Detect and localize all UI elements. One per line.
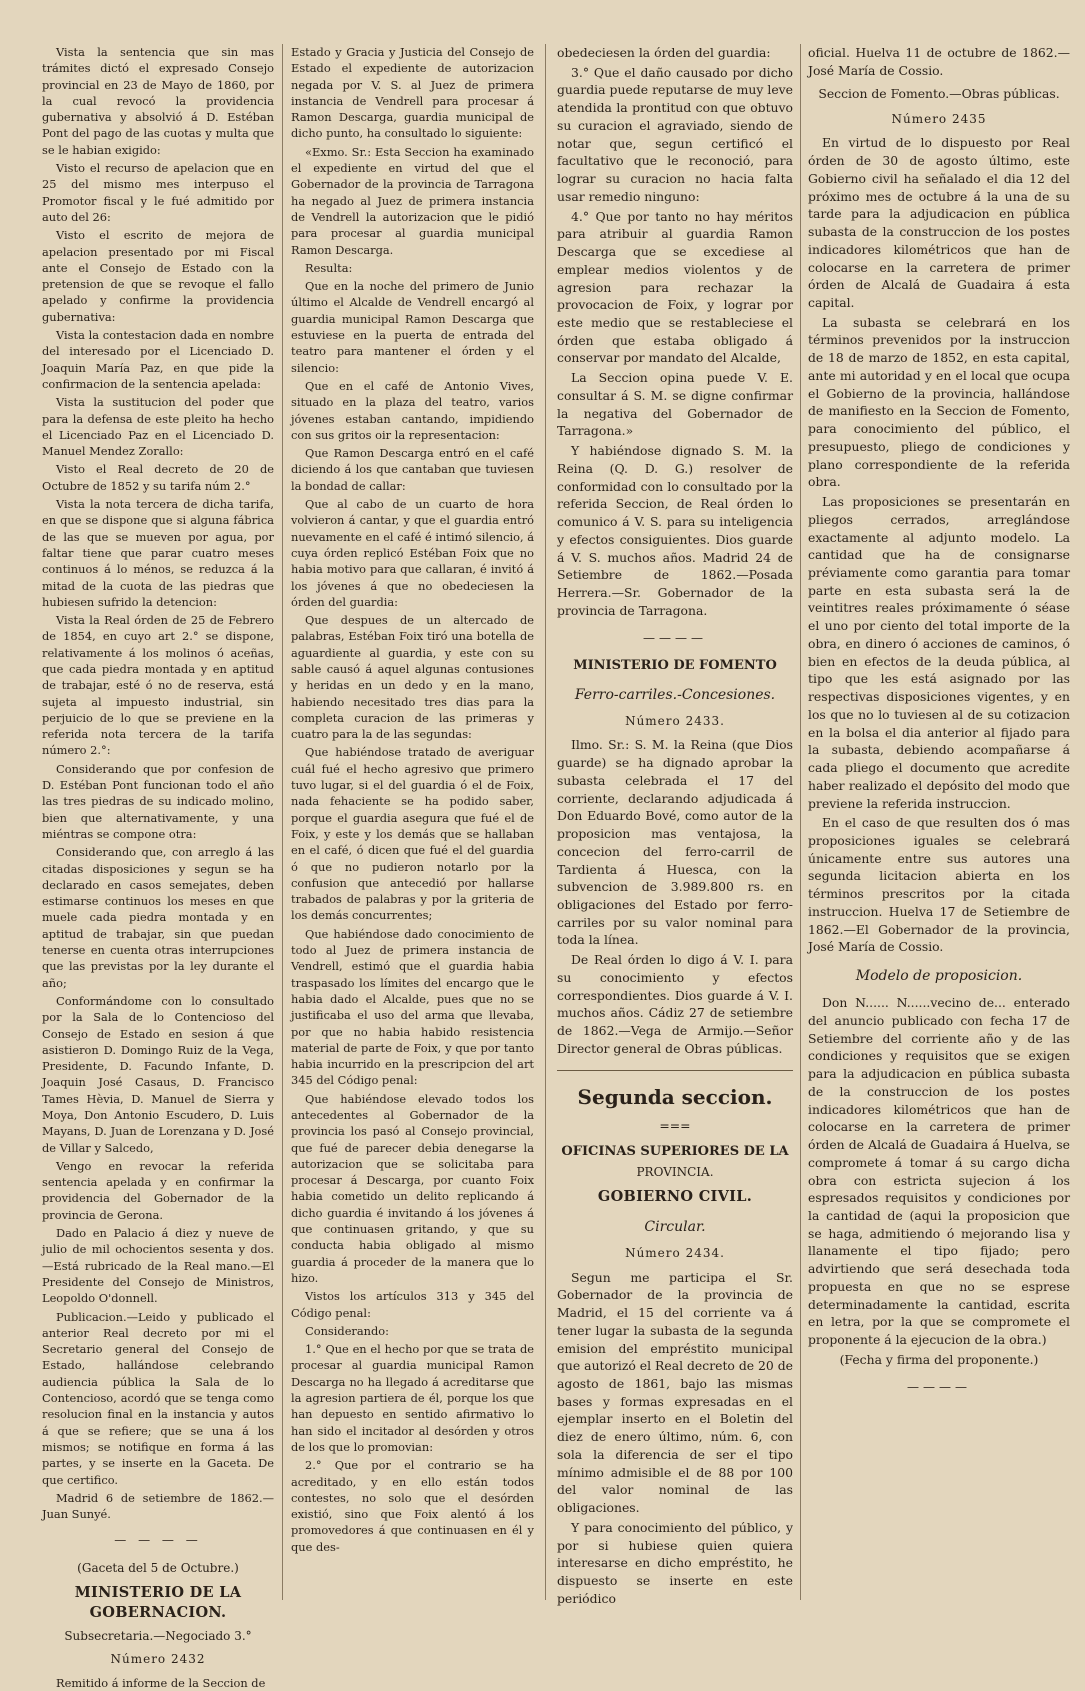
separator: — — — — (114, 1533, 202, 1548)
paragraph: 3.° Que el daño causado por dicho guardia puede reputarse de muy leve atendida la prontitud con que obtuvo su curacion el agraviado, siendo de notar que, segun certificó el facultativo que le reconoció, para lograr su curacion no hacia falta usar remedio ninguno: (557, 64, 793, 204)
paragraph: Vistos los artículos 313 y 345 del Código penal: (291, 1289, 534, 1320)
model-title: Modelo de proposicion. (855, 968, 1023, 985)
paragraph: Que habiéndose elevado todos los antecedentes al Gobernador de la provincia los pasó al Consejo provincial, que fué de parecer debia denegarse la autorizacion que se solicitaba para procesar á Descarga, por cuanto Foix habia cometido un delito replicando á dicho guardia é invitando á los jóvenes á que continuasen gritando, y que su conducta habia obligado al mismo guardia á proceder de la manera que lo hizo. (291, 1091, 534, 1285)
column-rule (800, 44, 801, 1600)
paragraph: «Exmo. Sr.: Esta Seccion ha examinado el expediente en virtud del que el Gobernador de la provincia de Tarragona ha negado al Juez de primera instancia de Vendrell la autorizacion que le pidió para procesar al guardia municipal Ramon Descarga. (291, 144, 534, 257)
column-rule (545, 44, 546, 1600)
paragraph: Madrid 6 de setiembre de 1862.— Juan Sunyé. (42, 1490, 274, 1522)
paragraph: Que habiéndose dado conocimiento de todo al Juez de primera instancia de Vendrell, estimó que el guardia habia traspasado los límites del encargo que le habia dado el Alcalde, pues que no se justificaba el uso del arma que llevaba, por que no habia habido resistencia material de parte de Foix, y que por tanto habia incurrido en la prescripcion del art 345 del Código penal: (291, 926, 534, 1088)
paragraph: Don N...... N......vecino de... enterado del anuncio publicado con fecha 17 de Setiembre del corriente año y de las condiciones y requisitos que se exigen para la adjudicacion en pública subasta de la construccion de los postes indicadores kilométricos que han de colocarse en la carretera de primer órden de Alcalá de Guadaira á Huelva, se compromete á tomar á su cargo dicha obra con estricta sujecion á los espresados requisitos y condiciones por la cantidad de (aqui la proposicion que se haga, admitiendo ó mejorando lisa y llanamente el tipo fijado; pero advirtiendo que será desechada toda propuesta en que no se esprese determinadamente la cantidad, escrita en letra, por la que se compromete el proponente á la ejecucion de la obra.) (808, 995, 1070, 1348)
paragraph: Visto el Real decreto de 20 de Octubre de 1852 y su tarifa núm 2.° (42, 462, 274, 493)
column-1 (42, 44, 274, 1690)
signature-line: (Fecha y firma del proponente.) (839, 1351, 1039, 1367)
paragraph: Vengo en revocar la referida sentencia apelada y en confirmar la providencia del Gobernador de la provincia de Gerona. (42, 1158, 274, 1222)
paragraph: Visto el recurso de apelacion que en 25 del mismo mes interpuso el Promotor fiscal y le fué admitido por auto del 26: (42, 161, 274, 224)
notice-number: Número 2435 (891, 112, 987, 127)
paragraph: 2.° Que por el contrario se ha acreditado, y en ello están todos contestes, no solo que el desórden existió, sino que Foix alentó á los promovedores á que continuasen en él y que des- (291, 1458, 534, 1554)
column-rule (282, 44, 283, 1600)
paragraph: Dado en Palacio á diez y nueve de julio de mil ochocientos sesenta y dos. —Está rubricado de la Real mano.—El Presidente del Consejo de Ministros, Leopoldo O'donnell. (42, 1226, 274, 1306)
section-subtitle: Ferro-carriles.-Concesiones. (574, 687, 776, 704)
paragraph: Vista la nota tercera de dicha tarifa, en que se dispone que si alguna fábrica de las que se mueven por agua, por faltar tiene que parar cuatro meses continuos á lo ménos, se reduzca á la mitad de la cuota de las piedras que hubiesen sufrido la detencion: (42, 497, 274, 609)
paragraph: Remitido á informe de la Seccion de (56, 1675, 266, 1690)
paragraph: Considerando que por confesion de D. Estéban Pont funcionan todo el año las tres piedras de su indicado molino, bien que alternativamente, y una miéntras se compone otra: (42, 761, 274, 841)
ministry-heading: MINISTERIO DE LA GOBERNACION. (74, 1583, 242, 1622)
paragraph: Que en la noche del primero de Junio último el Alcalde de Vendrell encargó al guardia municipal Ramon Descarga que estuviese en la puerta de entrada del teatro para mantener el órden y el silencio: (291, 279, 534, 375)
paragraph: Vista la Real órden de 25 de Febrero de 1854, en cuyo art 2.° se dispone, relativamente á los molinos ó aceñas, que cada piedra montada y en aptitud de trabajar, esté ó no de reserva, está sujeta al impuesto industrial, sin perjuicio de lo que se previene en la referida nota tercera de la tarifa número 2.°: (42, 613, 274, 758)
paragraph: Considerando que, con arreglo á las citadas disposiciones y segun se ha declarado en casos semejates, deben estimarse continuos los meses en que muele cada piedra montada y en aptitud de trabajar, sin que puedan tenerse en cuenta otras interrupciones que las previstas por la ley durante el año; (42, 845, 274, 990)
notice-number: Número 2433. (625, 714, 725, 729)
paragraph: Segun me participa el Sr. Gobernador de la provincia de Madrid, el 15 del corriente va á tener lugar la subasta de la segunda emision del empréstito municipal que autorizó el Real decreto de 20 de agosto de 1861, bajo las mismas bases y formas expresadas en el ejemplar inserto en el Boletin del diez de enero último, núm. 6, con sola la diferencia de ser el tipo mínimo admisible el de 88 por 100 del valor nominal de las obligaciones. (557, 1269, 793, 1516)
paragraph: Vista la sustitucion del poder que para la defensa de este pleito ha hecho el Licenciado Paz en el Licenciado D. Manuel Mendez Zorallo: (42, 395, 274, 459)
paragraph: De Real órden lo digo á V. I. para su conocimiento y efectos correspondientes. Dios guarde á V. I. muchos años. Cádiz 27 de setiembre de 1862.—Vega de Armijo.—Señor Director general de Obras públicas. (557, 952, 793, 1056)
paragraph: 1.° Que en el hecho por que se trata de procesar al guardia municipal Ramon Descarga no ha llegado á acreditarse que la agresion partiera de él, porque los que han depuesto en sentido afirmativo lo han sido el incitador al desórden y otros de los que lo promovian: (291, 1342, 534, 1454)
section-heading: Seccion de Fomento.—Obras públicas. (818, 86, 1060, 102)
separator: ———— (907, 1379, 971, 1394)
paragraph: Que habiéndose tratado de averiguar cuál fué el hecho agresivo que primero tuvo lugar, si el del guardia ó el de Foix, nada fehaciente se ha podido saber, porque el guardia asegura que fué el de Foix, y este y los demás que se hallaban en el café, ó dicen que fué el del guardia ó que no pudieron notarlo por la confusion que antecedió por hallarse trabados de palabras y por la griteria de los demás concurrentes; (291, 745, 534, 923)
gaceta-date: (Gaceta del 5 de Octubre.) (77, 1560, 239, 1575)
paragraph: 4.° Que por tanto no hay méritos para atribuir al guardia Ramon Descarga que se excediese al emplear medios violentos y de agresion para rechazar la provocacion de Foix, y lograr por este medio que se restableciese el órden que estaba obligado á conservar por mandato del Alcalde, (557, 208, 793, 366)
column-3 (557, 44, 793, 1606)
paragraph: Ilmo. Sr.: S. M. la Reina (que Dios guarde) se ha dignado aprobar la subasta celebrada el 17 del corriente, declarando adjudicada á Don Eduardo Bové, como autor de la proposicion mas ventajosa, la concecion del ferro-carril de Tardienta á Huesca, con la subvencion de 3.989.800 rs. en obligaciones del Estado por ferro-carriles por su valor nominal para toda la línea. (557, 737, 793, 948)
paragraph: Y para conocimiento del público, y por si hubiese quien quiera interesarse en dicho empréstito, he dispuesto se inserte en este periódico (557, 1519, 793, 1606)
paragraph: Vista la contestacion dada en nombre del interesado por el Licenciado D. Joaquin María Paz, en que pide la confirmacion de la sentencia apelada: (42, 328, 274, 391)
office-heading: OFICINAS SUPERIORES DE LA (561, 1143, 789, 1159)
gobierno-heading: GOBIERNO CIVIL. (597, 1187, 753, 1205)
paragraph: La Seccion opina puede V. E. consultar á S. M. se digne confirmar la negativa del Gobernador de Tarragona.» (557, 370, 793, 439)
paragraph: Y habiéndose dignado S. M. la Reina (Q. D. G.) resolver de conformidad con lo consultado por la referida Seccion, de Real órden lo comunico á V. S. para su inteligencia y efectos consiguientes. Dios guarde á V. S. muchos años. Madrid 24 de Setiembre de 1862.—Posada Herrera.—Sr. Gobernador de la provincia de Tarragona. (557, 443, 793, 618)
paragraph: Que al cabo de un cuarto de hora volvieron á cantar, y que el guardia entró nuevamente en el café é intimó silencio, á cuya órden replicó Estéban Foix que no habia motivo para que callaran, é invitó á los jóvenes á que no obedeciesen la órden del guardia: (291, 497, 534, 609)
paragraph: Las proposiciones se presentarán en pliegos cerrados, arreglándose exactamente al adjunto modelo. La cantidad que ha de consignarse préviamente como garantia para tomar parte en esta subasta será la de veintitres reales próximamente ó séase el uno por ciento del total importe de la obra, en dinero ó acciones de caminos, ó bien en efectos de la deuda pública, al tipo que les está asignado por las respectivas disposiciones vigentes, y en los que no lo tuviesen al de su cotizacion en la bolsa el dia anterior al fijado para la subasta, debiendo acompañarse á cada pliego el documento que acredite haber realizado el depósito del modo que previene la referida instruccion. (808, 494, 1070, 811)
paragraph: oficial. Huelva 11 de octubre de 1862.—José María de Cossio. (808, 45, 1070, 78)
paragraph: Resulta: (305, 260, 353, 275)
paragraph: La subasta se celebrará en los términos prevenidos por la instruccion de 18 de marzo de 1852, en esta capital, ante mi autoridad y en el local que ocupa el Gobierno de la provincia, hallándose de manifiesto en la Seccion de Fomento, para conocimiento del público, el presupuesto, pliego de condiciones y plano correspondiente de la referida obra. (808, 314, 1070, 490)
circular-label: Circular. (644, 1219, 706, 1236)
paragraph: En virtud de lo dispuesto por Real órden de 30 de agosto último, este Gobierno civil ha señalado el dia 12 del próximo mes de octubre á la una de su tarde para la adjudicacion en pública subasta de la construccion de los postes indicadores kilométricos que han de colocarse en la carretera de primer órden de Alcalá de Guadaira á esta capital. (808, 135, 1070, 310)
office-subheading: PROVINCIA. (636, 1164, 714, 1179)
paragraph: Estado y Gracia y Justicia del Consejo de Estado el expediente de autorizacion negada por V. S. al Juez de primera instancia de Vendrell para procesar á Ramon Descarga, guardia municipal de dicho punto, ha consultado lo siguiente: (291, 45, 534, 141)
notice-number: Número 2432 (110, 1652, 206, 1667)
paragraph: obedeciesen la órden del guardia: (557, 45, 771, 60)
paragraph: En el caso de que resulten dos ó mas proposiciones iguales se celebrará únicamente entre sus autores una segunda licitacion abierta en los términos prescritos por la citada instruccion. Huelva 17 de Setiembre de 1862.—El Gobernador de la provincia, José María de Cossio. (808, 815, 1070, 955)
column-4 (808, 44, 1070, 1594)
paragraph: Visto el escrito de mejora de apelacion presentado por mi Fiscal ante el Consejo de Estado con la pretension de que se revoque el fallo apelado y confirme la providencia gubernativa: (42, 228, 274, 324)
column-2 (291, 44, 534, 1594)
ministry-heading: MINISTERIO DE FOMENTO (573, 657, 777, 673)
paragraph: Vista la sentencia que sin mas trámites dictó el expresado Consejo provincial en 23 de Mayo de 1860, por la cual revocó la providencia gubernativa y absolvió á D. Estéban Pont del pago de las cuotas y multa que se le habian exigido: (42, 45, 274, 157)
paragraph: Que despues de un altercado de palabras, Estéban Foix tiró una botella de aguardiente al guardia, y este con su sable causó á aquel algunas contusiones y heridas en un dedo y en la mano, habiendo necesitado tres dias para la completa curacion de las primeras y cuatro para la de las segundas: (291, 613, 534, 742)
paragraph: Considerando: (305, 1323, 389, 1338)
paragraph: Que en el café de Antonio Vives, situado en la plaza del teatro, varios jóvenes estaban cantando, impidiendo con sus gritos oir la representacion: (291, 378, 534, 442)
separator: === (659, 1118, 691, 1134)
separator: ———— (643, 630, 707, 645)
section-heading: Segunda seccion. (577, 1084, 773, 1109)
paragraph: Que Ramon Descarga entró en el café diciendo á los que cantaban que tuviesen la bondad de callar: (291, 446, 534, 493)
subsecretaria: Subsecretaria.—Negociado 3.° (64, 1629, 252, 1644)
paragraph: Publicacion.—Leido y publicado el anterior Real decreto por mi el Secretario general del Consejo de Estado, hallándose celebrando audiencia pública la Sala de lo Contencioso, acordó que se tenga como resolucion final en la instancia y autos á que se refiere; que se una á los mismos; se notifique en forma á las partes, y se inserte en la Gaceta. De que certifico. (42, 1309, 274, 1487)
notice-number: Número 2434. (625, 1246, 725, 1261)
divider (557, 1070, 793, 1071)
paragraph: Conformándome con lo consultado por la Sala de lo Contencioso del Consejo de Estado en sesion á que asistieron D. Domingo Ruiz de la Vega, Presidente, D. Facundo Infante, D. Joaquin José Casaus, D. Francisco Tames Hèvia, D. Manuel de Sierra y Moya, Don Antonio Escudero, D. Luis Mayans, D. Juan de Lorenzana y D. José de Villar y Salcedo, (42, 993, 274, 1155)
